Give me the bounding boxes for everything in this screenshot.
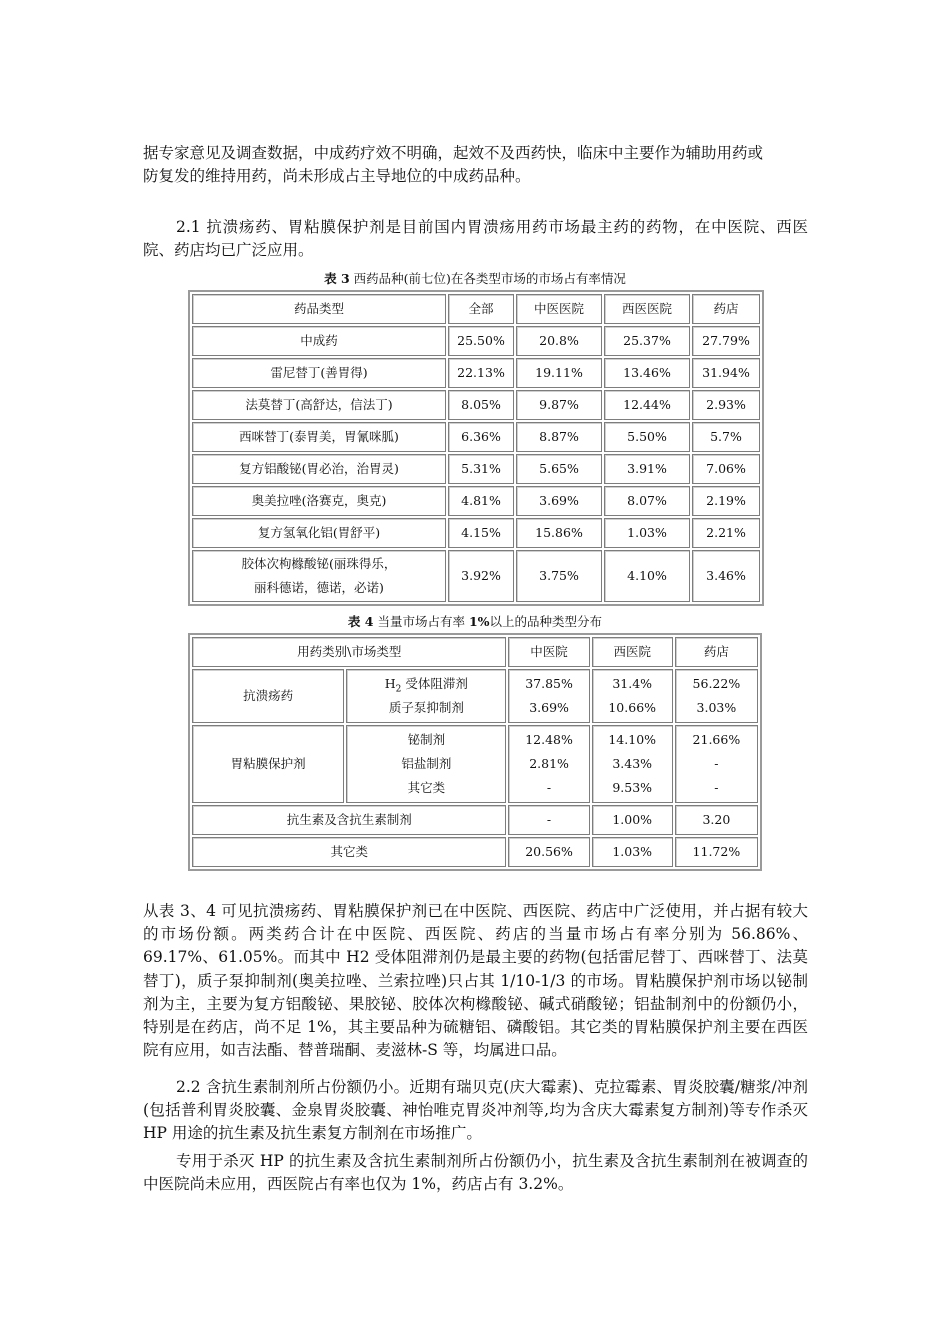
table3-cell: 8.07% xyxy=(604,486,690,516)
table3-header-cell: 全部 xyxy=(448,294,514,324)
table4-value: 9.53% xyxy=(612,780,653,795)
table-row xyxy=(192,550,760,602)
table3-cell: 3.92% xyxy=(448,550,514,602)
table4-values xyxy=(592,725,673,803)
table4-group-name: 胃粘膜保护剂 xyxy=(192,725,344,803)
table3-header-cell: 西医医院 xyxy=(604,294,690,324)
table-row xyxy=(192,725,758,803)
table4-value: 3.69% xyxy=(529,700,569,715)
table4-value: 37.85% xyxy=(525,676,573,691)
table4-subtypes xyxy=(346,669,506,723)
table4-values xyxy=(508,725,589,803)
table3-cell-line: 丽科德诺，德诺，必诺) xyxy=(254,580,384,595)
table3-cell: 5.7% xyxy=(692,422,760,452)
table3-caption xyxy=(188,271,762,287)
table3-cell: 4.81% xyxy=(448,486,514,516)
table4-cell: 3.20 xyxy=(675,805,758,835)
table3-cell: 5.31% xyxy=(448,454,514,484)
table3-cell: 西咪替丁(泰胃美，胃氰咪胍) xyxy=(192,422,446,452)
table4-cell: 其它类 xyxy=(192,837,506,867)
table3-cell: 19.11% xyxy=(516,358,602,388)
table3-cell: 法莫替丁(高舒达，信法丁) xyxy=(192,390,446,420)
table3-header-cell: 药店 xyxy=(692,294,760,324)
table3-cell: 2.19% xyxy=(692,486,760,516)
table3-cell: 3.91% xyxy=(604,454,690,484)
table-row xyxy=(192,422,760,452)
table4-subtype: 铝盐制剂 xyxy=(401,756,452,771)
table3-cell: 8.87% xyxy=(516,422,602,452)
table4-group-name: 抗溃疡药 xyxy=(192,669,344,723)
table4-subtype xyxy=(349,672,503,696)
table3-cell: 31.94% xyxy=(692,358,760,388)
table3-cell: 7.06% xyxy=(692,454,760,484)
table3-cell: 25.37% xyxy=(604,326,690,356)
table3-cell: 8.05% xyxy=(448,390,514,420)
table3-cell: 3.75% xyxy=(516,550,602,602)
table4-cell: 抗生素及含抗生素制剂 xyxy=(192,805,506,835)
table4-value: 10.66% xyxy=(608,700,657,715)
table4-subtypes xyxy=(346,725,506,803)
hp-paragraph: 专用于杀灭 HP 的抗生素及含抗生素制剂所占份额仍小，抗生素及含抗生素制剂在被调查的中医院尚未应用，西医院占有率也仅为 1%，药店占有 3.2%。 xyxy=(143,1152,808,1193)
table4-cell: 1.00% xyxy=(592,805,673,835)
table3-cell: 27.79% xyxy=(692,326,760,356)
h2-subscript: 2 xyxy=(395,684,402,695)
intro-line-2: 防复发的维持用药，尚未形成占主导地位的中成药品种。 xyxy=(143,167,531,185)
table3-cell-line: 胶体次枸橼酸铋(丽珠得乐， xyxy=(241,556,397,571)
intro-line-1: 据专家意见及调查数据，中成药疗效不明确，起效不及西药快，临床中主要作为辅助用药或 xyxy=(143,144,764,162)
table4-header-cell: 中医院 xyxy=(508,637,589,667)
table4-value: - xyxy=(546,780,552,795)
table3-cell: 2.93% xyxy=(692,390,760,420)
table4-cell: 20.56% xyxy=(508,837,589,867)
table4-caption-label: 表 4 xyxy=(347,614,374,629)
analysis-paragraph: 从表 3、4 可见抗溃疡药、胃粘膜保护剂已在中医院、西医院、药店中广泛使用，并占据有较大的市场份额。两类药合计在中医院、西医院、药店的当量市场占有率分别为 56.86%、69.17%、61.05%。而其中 H2 受体阻滞剂仍是最主要的药物(包括雷尼替丁、西咪替丁、法莫替丁)，质子泵抑制剂(奥美拉唑、兰索拉唑)只占其 1/10-1/3 的市场。胃粘膜保护剂市场以铋制剂为主，主要为复方铝酸铋、果胶铋、胶体次枸橼酸铋、碱式硝酸铋；铝盐制剂中的份额仍小，特别是在药店，尚不足 1%，其主要品种为硫糖铝、磷酸铝。其它类的胃粘膜保护剂主要在西医院有应用，如吉法酯、替普瑞酮、麦滋林-S 等，均属进口品。 xyxy=(143,902,808,1060)
table-row xyxy=(192,669,758,723)
table3-cell: 雷尼替丁(善胃得) xyxy=(192,358,446,388)
table3-cell: 25.50% xyxy=(448,326,514,356)
table4-values xyxy=(592,669,673,723)
table3-cell: 复方铝酸铋(胃必治，治胃灵) xyxy=(192,454,446,484)
table3-cell: 5.65% xyxy=(516,454,602,484)
table4-cell: 11.72% xyxy=(675,837,758,867)
table4-subtype: 质子泵抑制剂 xyxy=(388,700,464,715)
h2-rest: 受体阻滞剂 xyxy=(401,676,468,691)
table4-value: 56.22% xyxy=(692,676,741,691)
table4 xyxy=(188,633,762,871)
table3-cell xyxy=(192,550,446,602)
table-row xyxy=(192,326,760,356)
table4-value: 31.4% xyxy=(612,676,653,691)
table4-caption-text: 以上的品种类型分布 xyxy=(489,614,603,629)
table3-caption-text: 西药品种(前七位)在各类型市场的市场占有率情况 xyxy=(353,271,626,286)
table4-header-row xyxy=(192,637,758,667)
table-row xyxy=(192,358,760,388)
table-row xyxy=(192,454,760,484)
table4-values xyxy=(675,725,758,803)
table3-cell: 9.87% xyxy=(516,390,602,420)
table-row xyxy=(192,390,760,420)
table3-cell: 20.8% xyxy=(516,326,602,356)
section-2-1-paragraph: 2.1 抗溃疡药、胃粘膜保护剂是目前国内胃溃疡用药市场最主药的药物，在中医院、西医院、药店均已广泛应用。 xyxy=(143,218,808,259)
table4-caption-text: 当量市场占有率 xyxy=(377,614,465,629)
table4-value: 3.03% xyxy=(696,700,737,715)
table4-cell: - xyxy=(508,805,589,835)
table3-cell: 5.50% xyxy=(604,422,690,452)
table-row xyxy=(192,805,758,835)
table3-cell: 复方氢氧化铝(胃舒平) xyxy=(192,518,446,548)
h2-letter: H xyxy=(384,676,396,691)
table3-cell: 6.36% xyxy=(448,422,514,452)
table3-caption-label: 表 3 xyxy=(324,271,350,286)
table4-cell: 1.03% xyxy=(592,837,673,867)
table3 xyxy=(188,290,764,606)
table4-value: 21.66% xyxy=(692,732,741,747)
table4-header-cell: 西医院 xyxy=(592,637,673,667)
table4-subtype: 铋制剂 xyxy=(407,732,446,747)
table-row xyxy=(192,486,760,516)
table4-value: - xyxy=(714,780,719,795)
table3-cell: 12.44% xyxy=(604,390,690,420)
table4-value: 12.48% xyxy=(525,732,573,747)
table4-caption-bold: 1% xyxy=(468,614,490,629)
table3-header-cell: 中医医院 xyxy=(516,294,602,324)
table3-cell: 3.46% xyxy=(692,550,760,602)
table3-cell: 3.69% xyxy=(516,486,602,516)
table4-value: 2.81% xyxy=(529,756,569,771)
table3-cell: 中成药 xyxy=(192,326,446,356)
table4-header-cell: 用药类别\市场类型 xyxy=(192,637,506,667)
table4-value: 14.10% xyxy=(608,732,657,747)
table3-cell: 15.86% xyxy=(516,518,602,548)
intro-paragraph xyxy=(143,142,808,188)
table4-caption xyxy=(188,614,762,630)
table-row xyxy=(192,518,760,548)
table3-cell: 奥美拉唑(洛赛克，奥克) xyxy=(192,486,446,516)
section-2-2-paragraph: 2.2 含抗生素制剂所占份额仍小。近期有瑞贝克(庆大霉素)、克拉霉素、胃炎胶囊/糖浆/冲剂(包括普利胃炎胶囊、金泉胃炎胶囊、神怡唯克胃炎冲剂等,均为含庆大霉素复方制剂)等专作杀灭 HP 用途的抗生素及抗生素复方制剂在市场推广。 xyxy=(143,1078,808,1142)
table3-cell: 13.46% xyxy=(604,358,690,388)
table4-value: - xyxy=(714,756,719,771)
table4-header-cell: 药店 xyxy=(675,637,758,667)
table4-subtype: 其它类 xyxy=(407,780,446,795)
table3-cell: 4.15% xyxy=(448,518,514,548)
table3-cell: 4.10% xyxy=(604,550,690,602)
table3-header-row xyxy=(192,294,760,324)
table4-values xyxy=(675,669,758,723)
table3-cell: 1.03% xyxy=(604,518,690,548)
table-row xyxy=(192,837,758,867)
table4-values xyxy=(508,669,589,723)
table3-header-cell: 药品类型 xyxy=(192,294,446,324)
table3-cell: 22.13% xyxy=(448,358,514,388)
table4-value: 3.43% xyxy=(612,756,653,771)
table3-cell: 2.21% xyxy=(692,518,760,548)
